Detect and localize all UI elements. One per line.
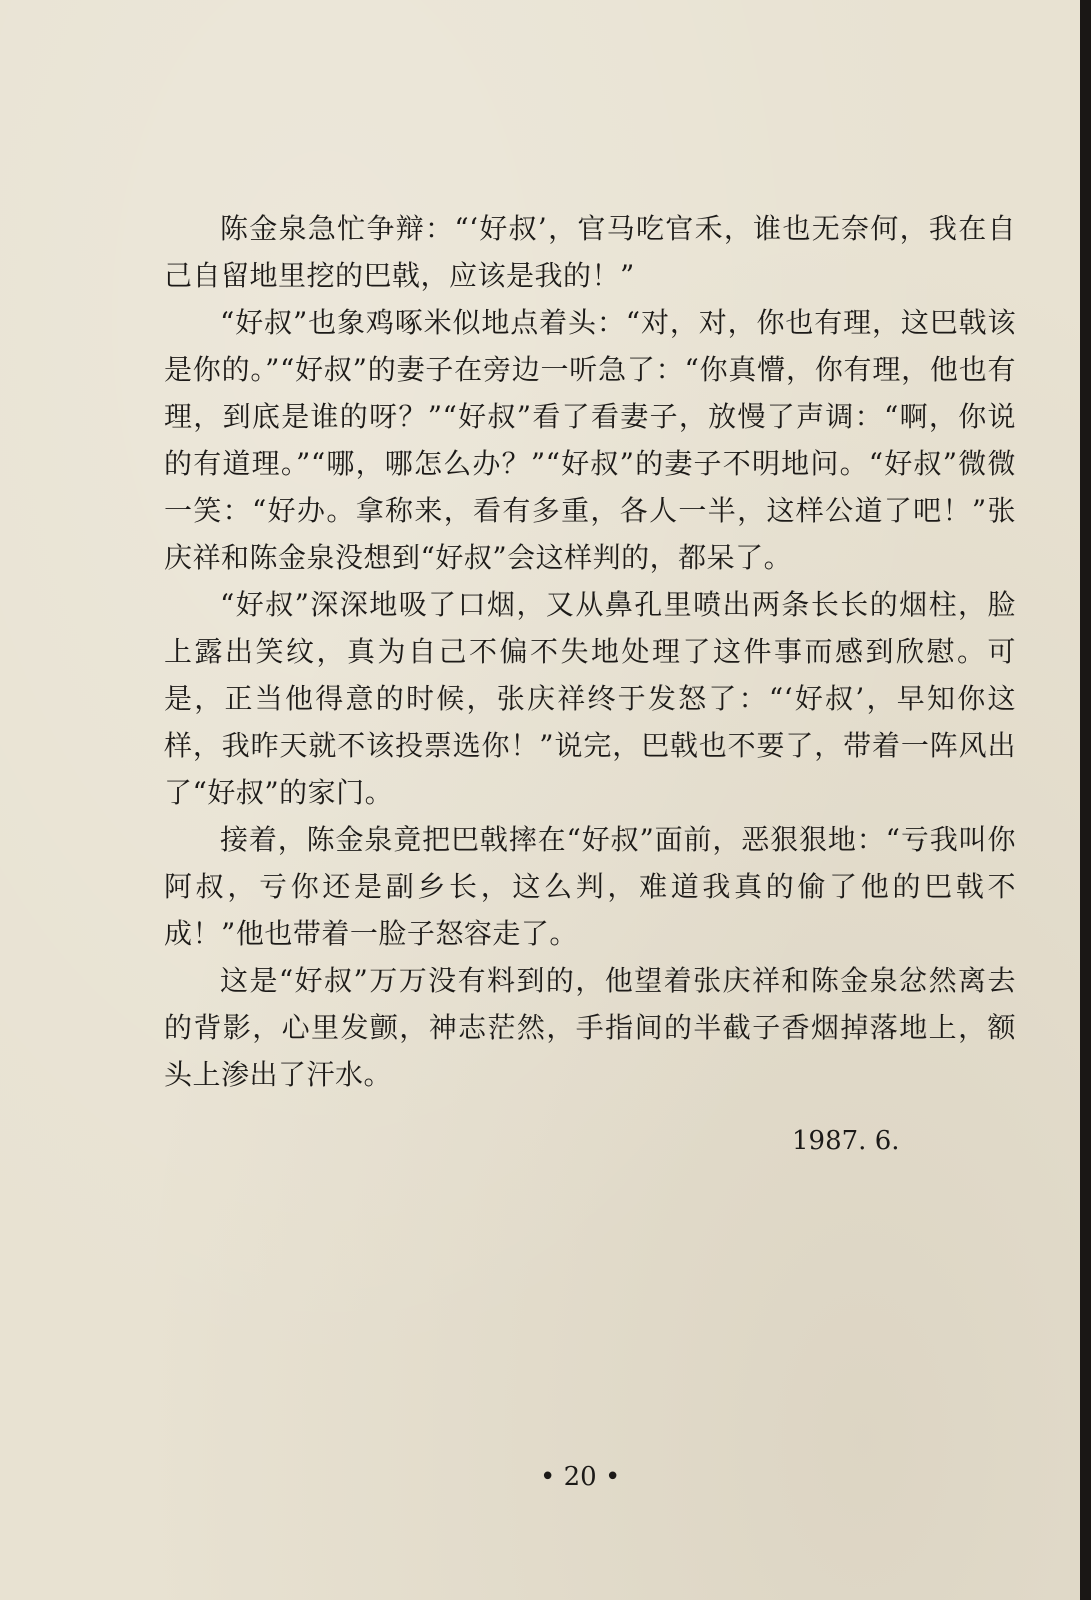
paragraph-4: 接着，陈金泉竟把巴戟摔在“好叔”面前，恶狠狠地：“亏我叫你阿叔，亏你还是副乡长，这么判，难道我真的偷了他的巴戟不成！”他也带着一脸子怒容走了。 [164, 823, 1016, 950]
paragraph-1: 陈金泉急忙争辩：“‘好叔’，官马吃官禾，谁也无奈何，我在自己自留地里挖的巴戟，应该是我的！” [164, 212, 1016, 292]
page-number: • 20 • [540, 1462, 621, 1492]
body-text [164, 205, 1016, 1098]
scan-edge [1080, 0, 1091, 1600]
paragraph-5: 这是“好叔”万万没有料到的，他望着张庆祥和陈金泉忿然离去的背影，心里发颤，神志茫然，手指间的半截子香烟掉落地上，额头上渗出了汗水。 [164, 964, 1016, 1091]
paragraph-3: “好叔”深深地吸了口烟，又从鼻孔里喷出两条长长的烟柱，脸上露出笑纹，真为自己不偏不失地处理了这件事而感到欣慰。可是，正当他得意的时候，张庆祥终于发怒了：“‘好叔’，早知你这样，我昨天就不该投票选你！”说完，巴戟也不要了，带着一阵风出了“好叔”的家门。 [164, 588, 1016, 809]
date-line: 1987. 6. [792, 1126, 900, 1156]
paragraph-2: “好叔”也象鸡啄米似地点着头：“对，对，你也有理，这巴戟该是你的。”“好叔”的妻子在旁边一听急了：“你真懵，你有理，他也有理，到底是谁的呀？”“好叔”看了看妻子，放慢了声调：“啊，你说的有道理。”“哪，哪怎么办？”“好叔”的妻子不明地问。“好叔”微微一笑：“好办。拿称来，看有多重，各人一半，这样公道了吧！”张庆祥和陈金泉没想到“好叔”会这样判的，都呆了。 [164, 306, 1016, 574]
